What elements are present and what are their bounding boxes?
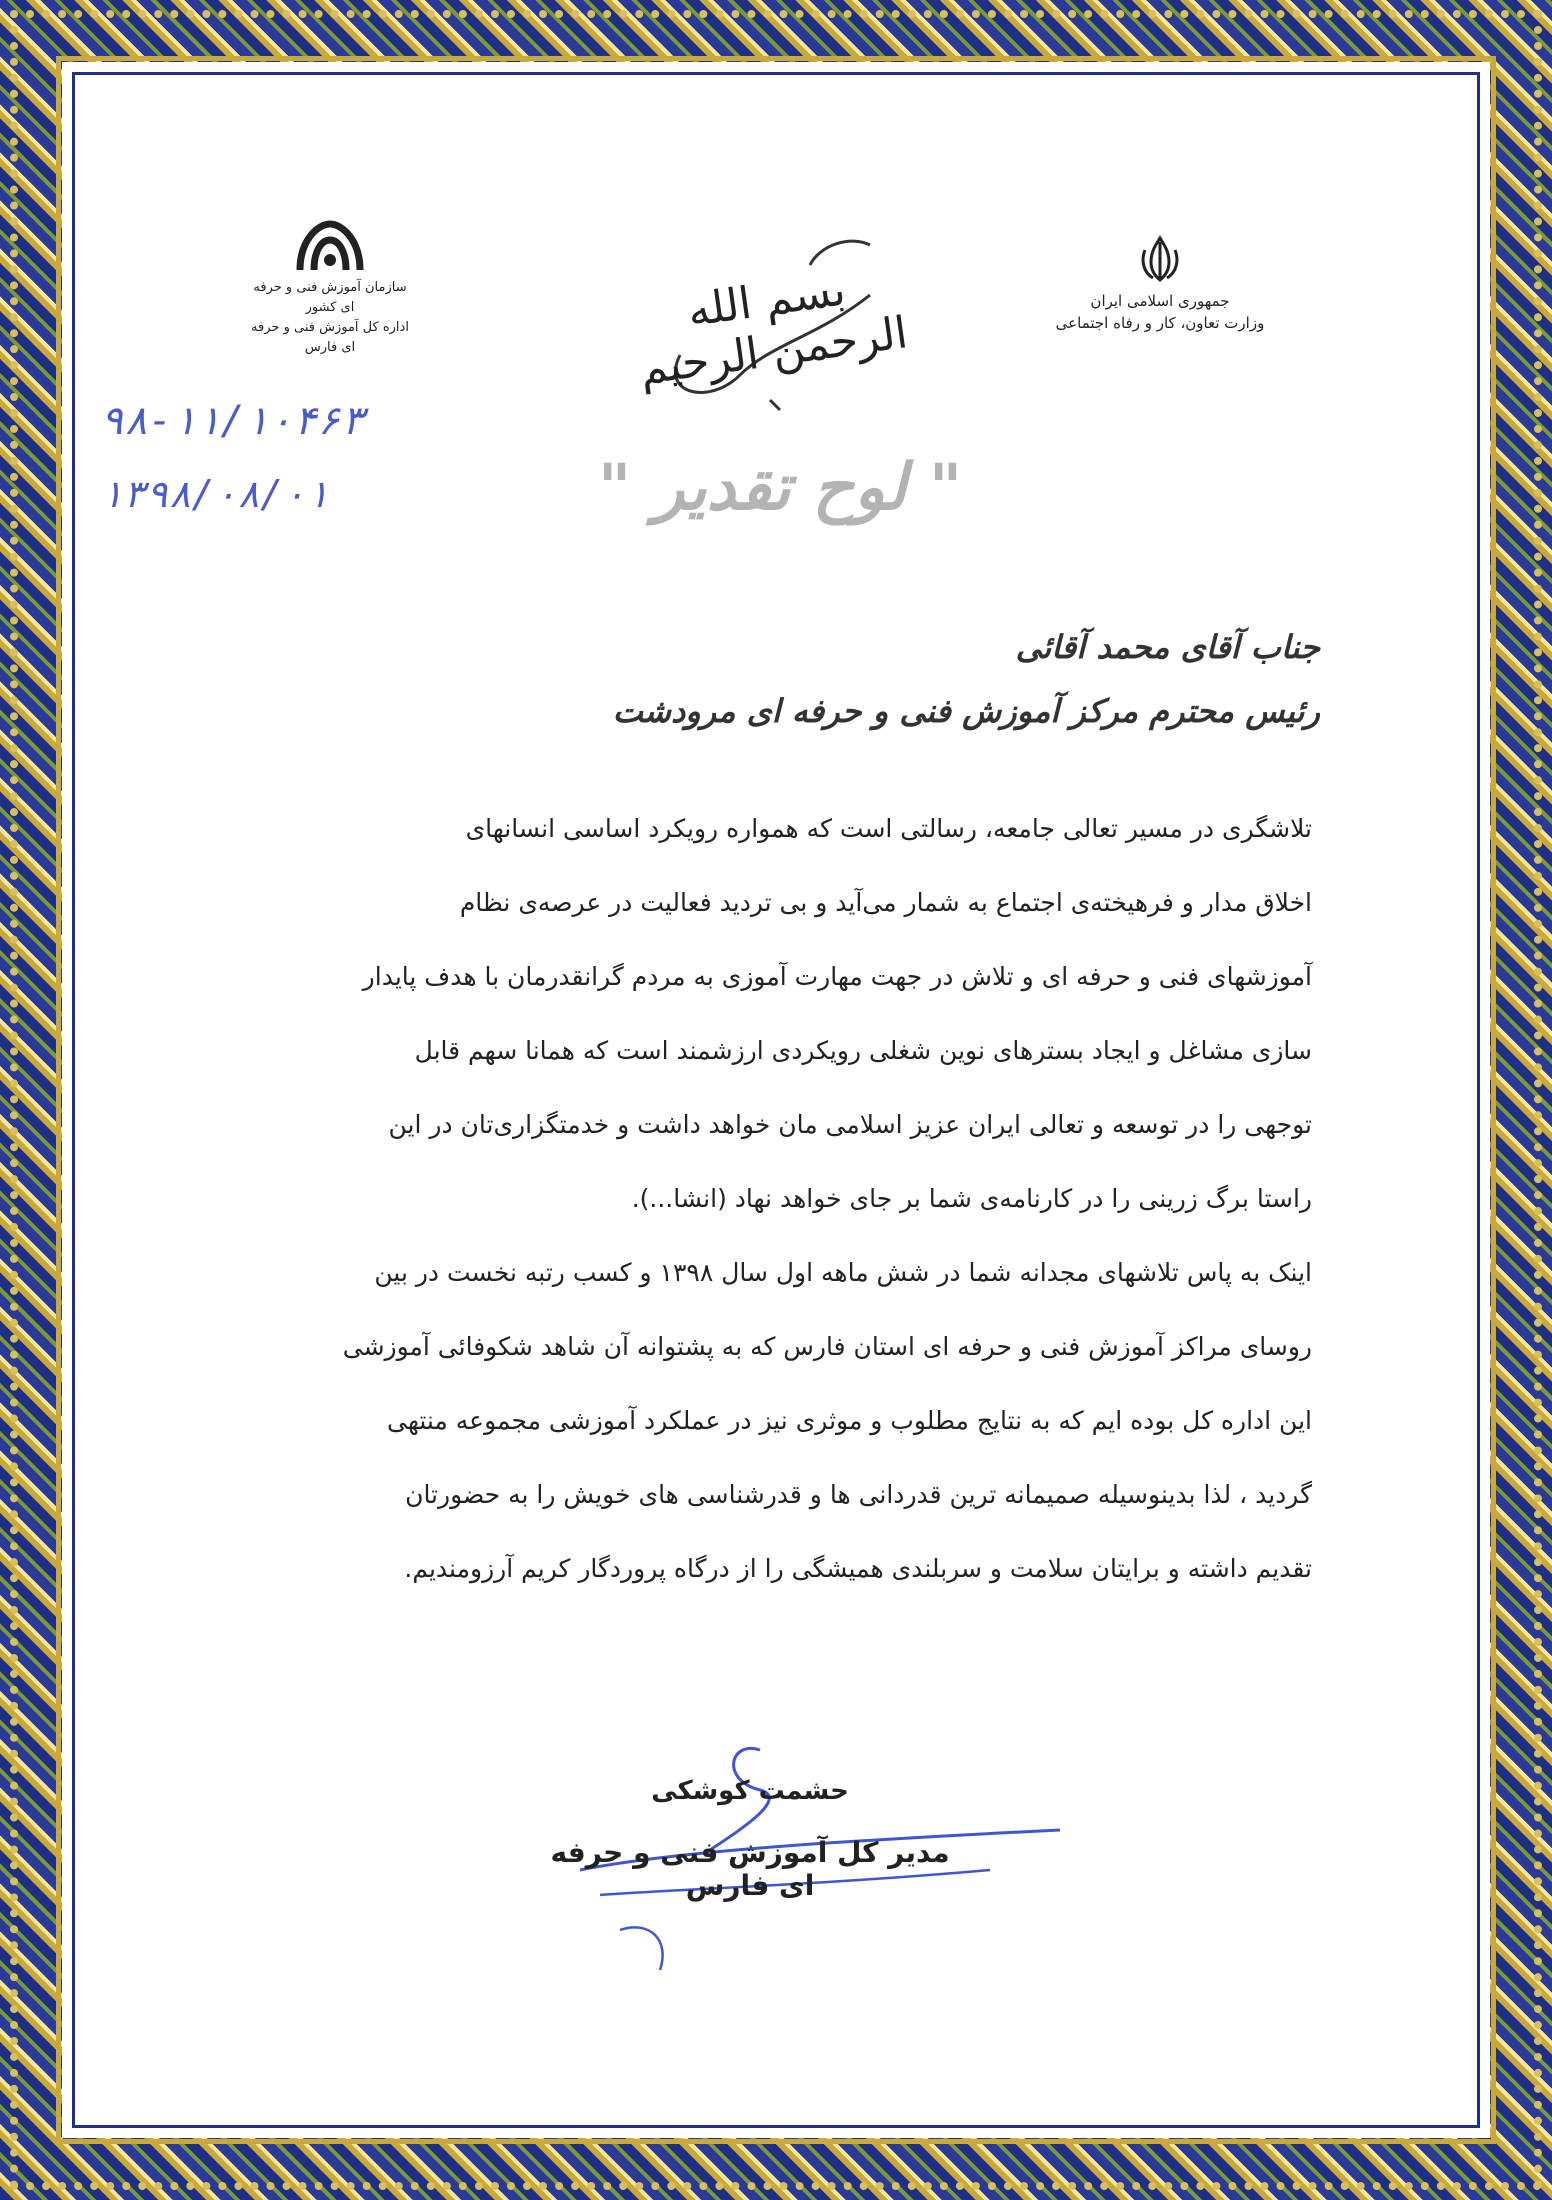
body-line: آموزشهای فنی و حرفه ای و تلاش در جهت مهارت آموزی به مردم گرانقدرمان با هدف پایدار bbox=[362, 962, 1312, 991]
reference-number: ۹۸-۱۱/۱۰۴۶۳ bbox=[100, 398, 365, 444]
body-line: توجهی را در توسعه و تعالی ایران عزیز اسلامی مان خواهد داشت و خدمتگزاری‌تان در این bbox=[388, 1110, 1312, 1139]
signatory-title: مدیر کل آموزش فنی و حرفه ای فارس bbox=[550, 1836, 950, 1902]
body-line: اخلاق مدار و فرهیخته‌ی اجتماع به شمار می‌آید و بی تردید فعالیت در عرصه‌ی نظام bbox=[459, 888, 1312, 917]
body-line: این اداره کل بوده ایم که به نتایج مطلوب و موثری نیز در عملکرد آموزشی مجموعه منتهی bbox=[386, 1406, 1312, 1435]
addressee-position: رئیس محترم مرکز آموزش فنی و حرفه ای مرودشت bbox=[612, 692, 1320, 730]
body-line: راستا برگ زرینی را در کارنامه‌ی شما بر جای خواهد نهاد (انشا...). bbox=[631, 1184, 1312, 1213]
ministry-line-1: جمهوری اسلامی ایران bbox=[1090, 292, 1230, 310]
reference-date: ۱۳۹۸/۰۸/۰۱ bbox=[100, 472, 329, 516]
body-line: گردید ، لذا بدینوسیله صمیمانه ترین قدردانی ها و قدرشناسی های خویش را به حضورتان bbox=[405, 1480, 1312, 1509]
body-line: روسای مراکز آموزش فنی و حرفه ای استان فارس که به پشتوانه آن شاهد شکوفائی آموزشی bbox=[342, 1332, 1312, 1361]
org-logo-icon bbox=[292, 218, 368, 274]
letter-body bbox=[232, 792, 1312, 1606]
addressee-name: جناب آقای محمد آقائی bbox=[1015, 628, 1320, 666]
certificate-title: " لوح تقدیر " bbox=[597, 450, 963, 525]
body-line: تقدیم داشته و برایتان سلامت و سربلندی همیشگی را از درگاه پروردگار کریم آرزومندیم. bbox=[404, 1554, 1312, 1583]
body-line: تلاشگری در مسیر تعالی جامعه، رسالتی است که همواره رویکرد اساسی انسانهای bbox=[465, 814, 1312, 843]
signatory-name: حشمت کوشکی bbox=[651, 1776, 849, 1806]
body-line: سازی مشاغل و ایجاد بسترهای نوین شغلی رویکردی ارزشمند است که همانا سهم قابل bbox=[414, 1036, 1312, 1065]
basmala-text: بسم الله الرحمن الرحیم bbox=[636, 264, 911, 396]
iran-emblem-icon bbox=[1133, 232, 1187, 286]
basmala-calligraphy bbox=[620, 205, 920, 435]
ministry-logo bbox=[1040, 232, 1280, 334]
org-line-1: سازمان آموزش فنی و حرفه ای کشور bbox=[253, 280, 407, 315]
body-line: اینک به پاس تلاشهای مجدانه شما در شش ماهه اول سال ۱۳۹۸ و کسب رتبه نخست در بین bbox=[374, 1258, 1312, 1287]
org-line-2: اداره کل آموزش فنی و حرفه ای فارس bbox=[251, 320, 409, 355]
organization-logo bbox=[250, 218, 410, 358]
ministry-line-2: وزارت تعاون، کار و رفاه اجتماعی bbox=[1055, 314, 1265, 332]
